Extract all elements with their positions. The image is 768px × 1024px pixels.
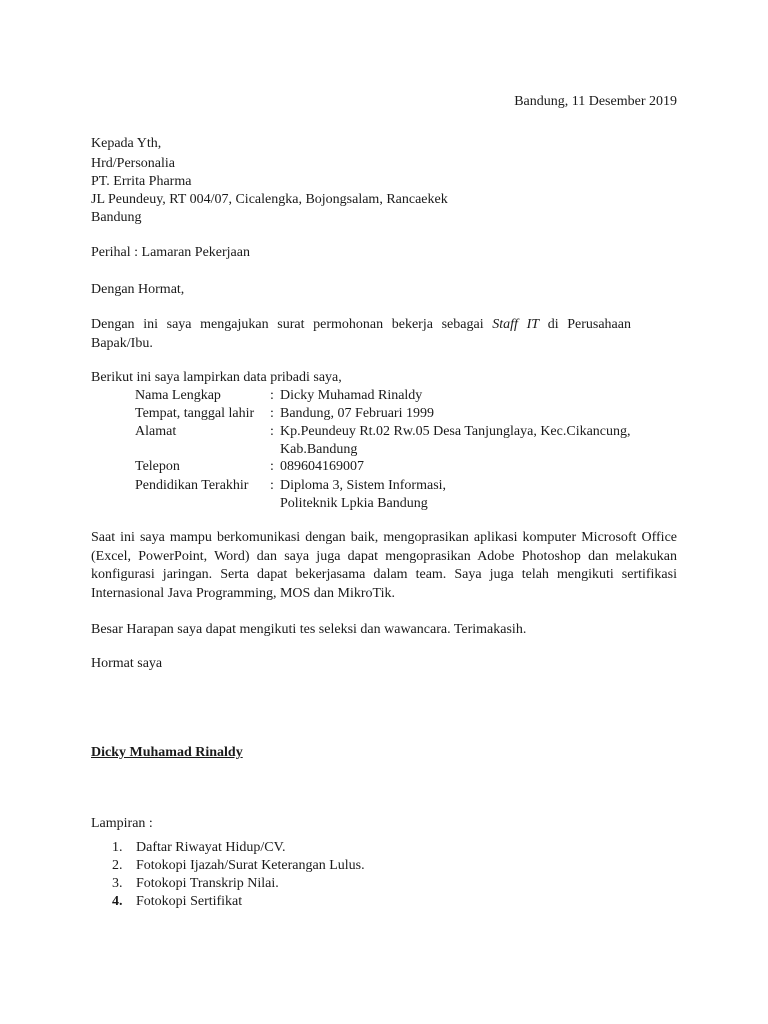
attachment-item: Daftar Riwayat Hidup/CV. [136,840,286,855]
recipient-company: PT. Errita Pharma [91,174,192,189]
attachment-number: 3. [112,876,123,891]
letter-date: Bandung, 11 Desember 2019 [514,94,677,109]
address-value-line-1: Kp.Peundeuy Rt.02 Rw.05 Desa Tanjunglaya, Kec.Cikancung, [280,424,631,439]
attachment-item: Fotokopi Transkrip Nilai. [136,876,279,891]
attachment-number: 1. [112,840,123,855]
attachment-number: 4. [112,894,123,909]
attachment-item: Fotokopi Ijazah/Surat Keterangan Lulus. [136,858,365,873]
regards: Hormat saya [91,656,163,671]
closing-sentence: Besar Harapan saya dapat mengikuti tes seleksi dan wawancara. Terimakasih. [91,622,527,637]
name-value: Dicky Muhamad Rinaldy [280,388,423,403]
signer-name: Dicky Muhamad Rinaldy [91,745,243,760]
phone-value: 089604169007 [280,459,364,474]
skills-paragraph: Saat ini saya mampu berkomunikasi dengan baik, mengoprasikan aplikasi komputer Microsoft Office (Excel, PowerPoint, Word) dan saya juga dapat mengoprasikan Adobe Photoshop dan melakukan konfigurasi jaringan. Serta dapat bekerjasama dalam team. Saya juga telah mengikuti sertifikasi Internasional Java Programming, MOS dan MikroTik. [91,530,677,601]
address-colon: : [270,424,274,439]
data-intro: Berikut ini saya lampirkan data pribadi saya, [91,370,342,385]
phone-label: Telepon [135,459,180,474]
attachment-item: Fotokopi Sertifikat [136,894,243,909]
intro-before: Dengan ini saya mengajukan surat permohonan bekerja sebagai [91,317,493,332]
address-label: Alamat [135,424,177,439]
name-colon: : [270,388,274,403]
recipient-address: JL Peundeuy, RT 004/07, Cicalengka, Bojongsalam, Rancaekek [91,192,448,207]
education-colon: : [270,478,274,493]
greeting: Dengan Hormat, [91,282,185,297]
attachment-number: 2. [112,858,123,873]
phone-colon: : [270,459,274,474]
recipient-city: Bandung [91,210,142,225]
name-label: Nama Lengkap [135,388,221,403]
intro-paragraph [91,316,631,353]
education-label: Pendidikan Terakhir [135,478,249,493]
birth-colon: : [270,406,274,421]
education-value-line-1: Diploma 3, Sistem Informasi, [280,478,447,493]
letter-subject: Perihal : Lamaran Pekerjaan [91,245,250,260]
birth-value: Bandung, 07 Februari 1999 [280,406,434,421]
birth-label: Tempat, tanggal lahir [135,406,255,421]
recipient-line-1: Kepada Yth, [91,136,162,151]
education-value-line-2: Politeknik Lpkia Bandung [280,496,428,511]
attachments-title: Lampiran : [91,816,153,831]
intro-position: Staff IT [492,317,540,332]
intro-after: di Perusahaan Bapak/Ibu. [91,317,631,351]
recipient-line-2: Hrd/Personalia [91,156,175,171]
address-value-line-2: Kab.Bandung [280,442,358,457]
